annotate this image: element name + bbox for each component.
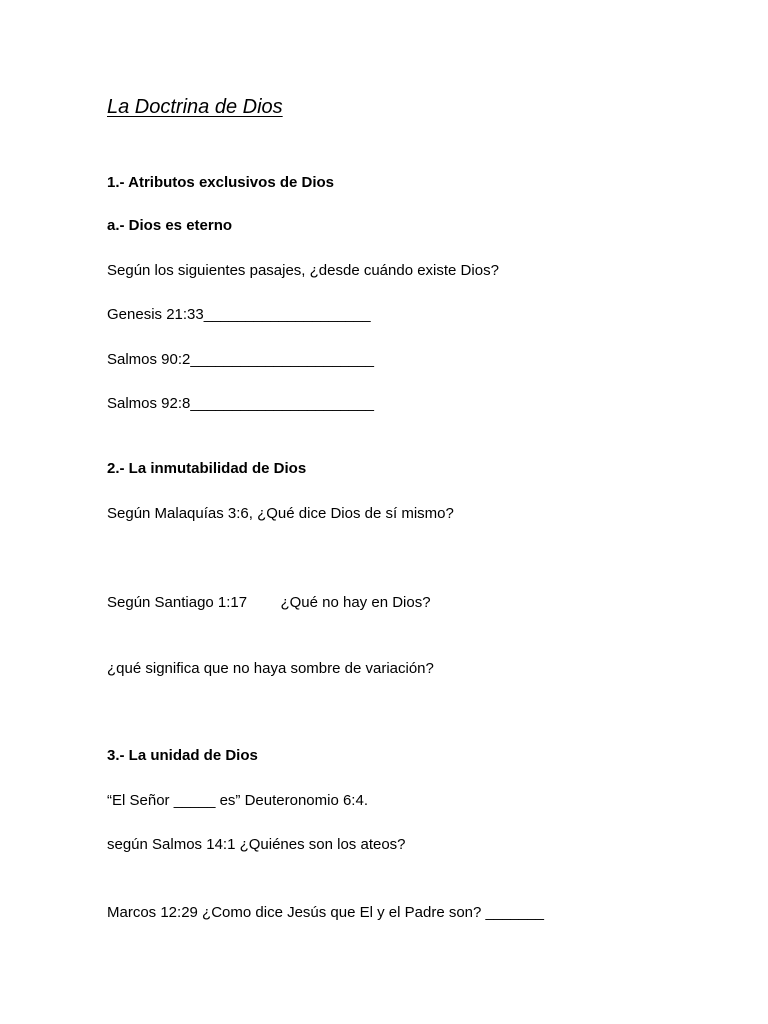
question-salmos-14-1: según Salmos 14:1 ¿Quiénes son los ateos? xyxy=(107,836,406,853)
section-1-question: Según los siguientes pasajes, ¿desde cuándo existe Dios? xyxy=(107,262,499,279)
question-malaquias: Según Malaquías 3:6, ¿Qué dice Dios de sí mismo? xyxy=(107,505,454,522)
passage-genesis-21-33: Genesis 21:33____________________ xyxy=(107,306,371,323)
section-3-heading: 3.- La unidad de Dios xyxy=(107,747,258,764)
section-1a-subheading: a.- Dios es eterno xyxy=(107,217,233,234)
question-deuteronomio: “El Señor _____ es” Deuteronomio 6:4. xyxy=(107,792,368,809)
passage-salmos-92-8: Salmos 92:8______________________ xyxy=(107,395,374,412)
question-variacion: ¿qué significa que no haya sombre de variación? xyxy=(107,660,434,677)
section-2-heading: 2.- La inmutabilidad de Dios xyxy=(107,460,307,477)
question-marcos-12-29: Marcos 12:29 ¿Como dice Jesús que El y el Padre son? _______ xyxy=(107,904,544,921)
document-title: La Doctrina de Dios xyxy=(107,96,283,118)
section-1-heading: 1.- Atributos exclusivos de Dios xyxy=(107,174,334,191)
question-santiago: Según Santiago 1:17 ¿Qué no hay en Dios? xyxy=(107,594,431,611)
passage-salmos-90-2: Salmos 90:2______________________ xyxy=(107,351,374,368)
